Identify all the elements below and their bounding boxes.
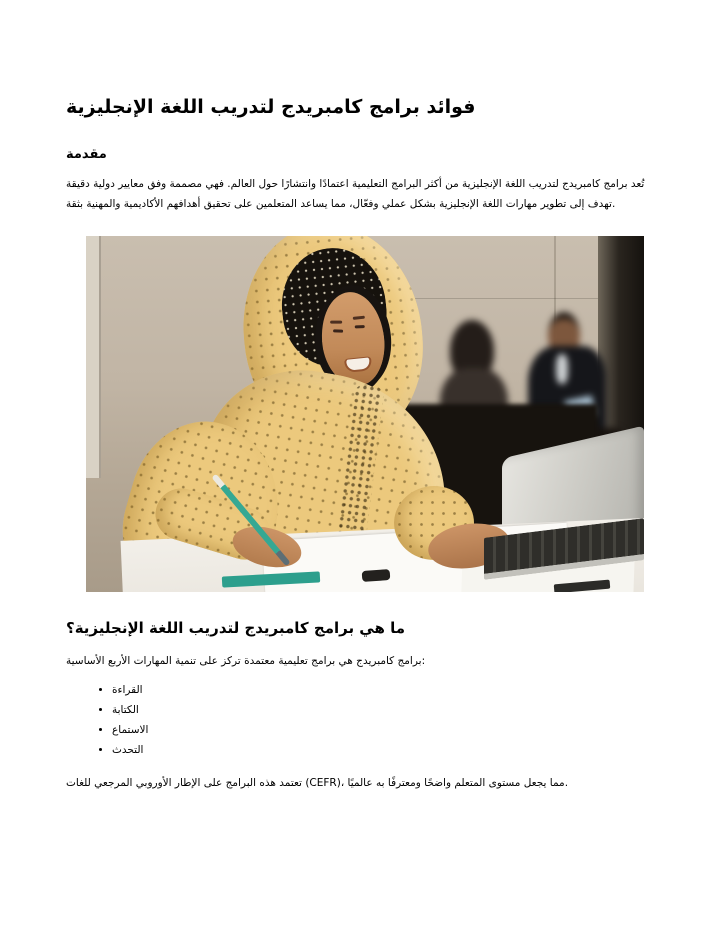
what-paragraph: برامج كامبريدج هي برامج تعليمية معتمدة تركز على تنمية المهارات الأربع الأساسية: xyxy=(66,654,426,667)
intro-section-heading: مقدمة xyxy=(66,146,107,162)
woman-eyebrow-left xyxy=(330,320,342,323)
image-window-edge xyxy=(86,236,101,478)
cefr-paragraph: تعتمد هذه البرامج على الإطار الأوروبي المرجعي للغات (CEFR)، مما يجعل مستوى المتعلم واضحًا ومعترفًا به عالميًا. xyxy=(66,777,569,789)
skill-item: • الاستماع xyxy=(112,724,654,737)
image-woman xyxy=(136,236,516,592)
skill-item: • التحدث xyxy=(112,744,654,757)
woman-eyebrow-right xyxy=(353,315,365,319)
skill-item: • القراءة xyxy=(112,684,654,697)
image-pen xyxy=(362,569,391,582)
woman-eye-left xyxy=(333,329,343,332)
skill-item: • الكتابة xyxy=(112,704,654,717)
skills-list xyxy=(66,684,654,758)
what-section-heading: ما هي برامج كامبريدج لتدريب اللغة الإنجليزية؟ xyxy=(66,618,406,637)
document-title: فوائد برامج كامبريدج لتدريب اللغة الإنجليزية xyxy=(66,96,476,118)
woman-smile xyxy=(344,356,372,373)
intro-paragraph: تُعد برامج كامبريدج لتدريب اللغة الإنجليزية من أكثر البرامج التعليمية اعتمادًا وانتشارًا حول العالم. فهي مصممة وفق معايير دولية دقيقة تهدف إلى تطوير مهارات اللغة الإنجليزية بشكل عملي وفعّال، مما يساعد المتعلمين على تحقيق أهدافهم الأكاديمية والمهنية بثقة. xyxy=(66,177,645,210)
woman-eye-right xyxy=(355,325,365,328)
article-image xyxy=(86,236,644,592)
bg-man-shirt xyxy=(556,354,568,384)
